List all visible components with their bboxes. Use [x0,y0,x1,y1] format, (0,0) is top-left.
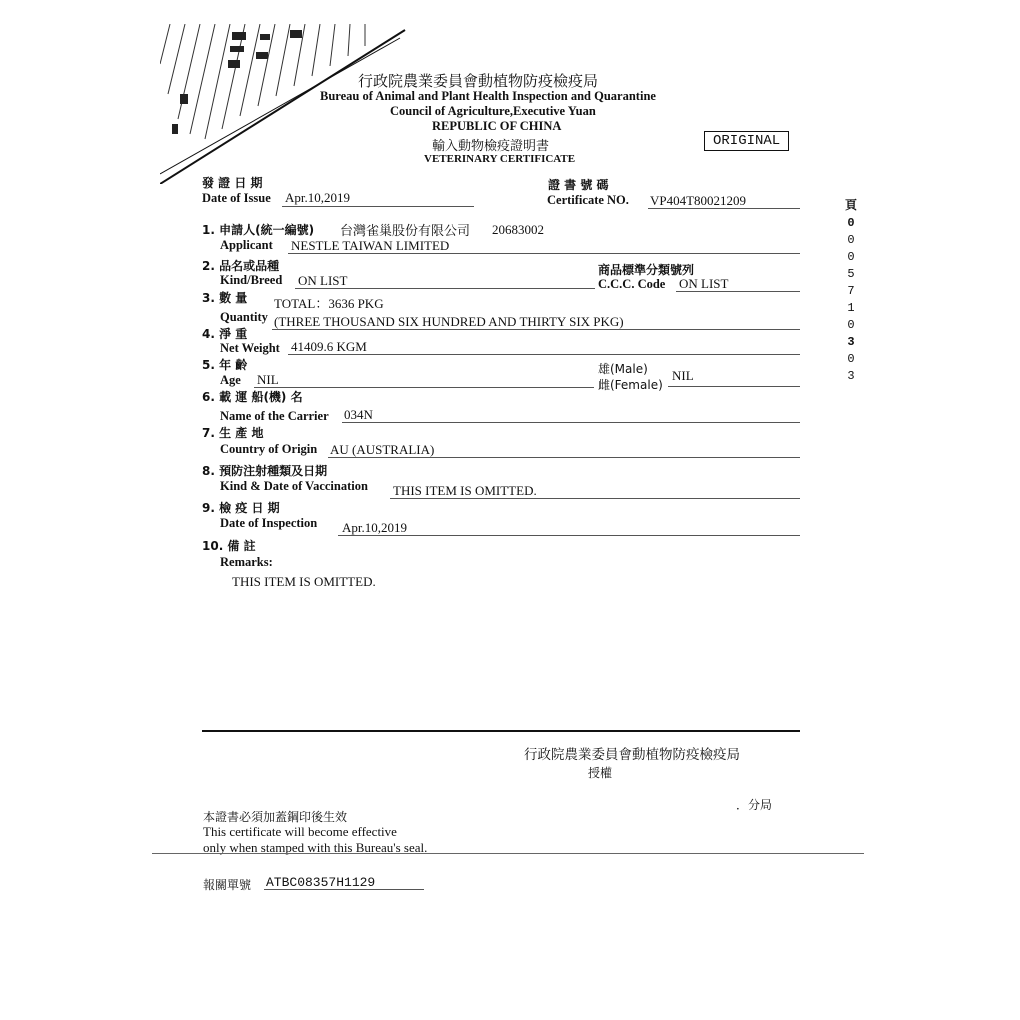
side-serial-char: 0 [847,233,855,247]
quantity-total: TOTAL：3636 PKG [274,296,384,311]
quantity-underline [272,329,800,330]
remarks-label: Remarks: [220,555,273,569]
seal-note-line-1: This certificate will become effective [203,824,397,839]
issue-date-label-zh: 發 證 日 期 [202,176,263,190]
ccc-label: C.C.C. Code [598,277,666,291]
side-serial-char: 0 [847,318,855,332]
bureau-name-zh: 行政院農業委員會動植物防疫檢疫局 [358,72,599,90]
certificate-number-label: Certificate NO. [547,193,629,207]
applicant-name: NESTLE TAIWAN LIMITED [291,238,450,253]
footer-rule [152,853,864,854]
remarks-value: THIS ITEM IS OMITTED. [232,574,376,589]
quantity-label: Quantity [220,310,268,324]
sex-underline [668,386,800,387]
side-serial-char: 頁 [844,199,857,213]
origin-value: AU (AUSTRALIA) [330,442,435,457]
side-serial-char: 7 [847,284,855,298]
applicant-id: 20683002 [492,222,544,237]
authority-name-zh: 行政院農業委員會動植物防疫檢疫局 [524,747,740,763]
vaccination-underline [390,498,800,499]
age-label-zh: 5. 年 齡 [202,358,248,372]
quantity-label-zh: 3. 數 量 [202,291,248,305]
age-underline [254,387,594,388]
issue-date-underline [282,206,474,207]
original-stamp: ORIGINAL [704,131,789,151]
certificate-title-zh: 輸入動物檢疫證明書 [432,139,550,154]
kind-value: ON LIST [298,273,348,288]
bureau-name-en: Bureau of Animal and Plant Health Inspection and Quarantine [320,89,656,103]
inspection-date-value: Apr.10,2019 [342,520,407,535]
applicant-label-zh: 1. 申請人(統一編號) [202,223,315,237]
inspection-date-label: Date of Inspection [220,516,318,530]
origin-label: Country of Origin [220,442,318,456]
male-label: 雄(Male) [598,362,648,376]
carrier-label: Name of the Carrier [220,409,329,423]
applicant-name-zh: 台灣雀巢股份有限公司 [340,224,471,239]
issue-date-value: Apr.10,2019 [285,190,350,205]
ccc-label-zh: 商品標準分類號列 [598,263,695,277]
certificate-title-en: VETERINARY CERTIFICATE [424,153,576,165]
carrier-label-zh: 6. 載 運 船(機) 名 [202,390,303,404]
net-weight-label-zh: 4. 淨 重 [202,327,248,341]
country-name: REPUBLIC OF CHINA [432,119,562,133]
side-serial-char: 0 [847,216,855,230]
seal-note-line-2: only when stamped with this Bureau's seal. [203,840,428,855]
authorized-label-zh: 授權 [588,766,613,780]
seal-note-zh: 本證書必須加蓋鋼印後生效 [203,810,348,824]
side-serial-char: 3 [847,369,855,383]
ccc-value: ON LIST [679,276,729,291]
corner-stamp-graphic [160,24,410,184]
net-weight-underline [288,354,800,355]
council-name: Council of Agriculture,Executive Yuan [390,104,596,118]
inspection-date-label-zh: 9. 檢 疫 日 期 [202,501,280,515]
origin-label-zh: 7. 生 產 地 [202,426,264,440]
kind-label: Kind/Breed [220,273,283,287]
certificate-number-label-zh: 證 書 號 碼 [548,178,609,192]
declaration-number-value: ATBC08357H1129 [266,875,376,890]
declaration-number-label-zh: 報關單號 [203,878,252,892]
side-serial-number [843,198,859,385]
declaration-number-underline [264,889,424,890]
female-label: 雌(Female) [598,378,663,392]
net-weight-value: 41409.6 KGM [291,339,367,354]
signature-divider [202,730,800,732]
age-value: NIL [257,372,279,387]
carrier-value: 034N [344,407,373,422]
ccc-underline [676,291,800,292]
quantity-value: (THREE THOUSAND SIX HUNDRED AND THIRTY SIX PKG) [274,314,624,329]
side-serial-char: 5 [847,267,855,281]
branch-label-zh: ．分局 [736,798,773,812]
remarks-label-zh: 10. 備 註 [202,539,256,553]
sex-value: NIL [672,368,694,383]
inspection-date-underline [338,535,800,536]
applicant-label: Applicant [220,238,273,252]
vaccination-label: Kind & Date of Vaccination [220,479,368,493]
certificate-number-value: VP404T80021209 [650,193,747,208]
side-serial-column [843,198,859,385]
certificate-number-underline [648,208,800,209]
vaccination-value: THIS ITEM IS OMITTED. [393,483,537,498]
kind-underline [295,288,595,289]
origin-underline [328,457,800,458]
side-serial-char: 0 [847,250,855,264]
side-serial-char: 0 [847,352,855,366]
side-serial-char: 3 [847,335,855,349]
applicant-underline [288,253,800,254]
carrier-underline [342,422,800,423]
side-serial-char: 1 [847,301,855,315]
kind-label-zh: 2. 品名或品種 [202,259,280,273]
net-weight-label: Net Weight [220,341,280,355]
age-label: Age [220,373,241,387]
issue-date-label: Date of Issue [202,191,271,205]
vaccination-label-zh: 8. 預防注射種類及日期 [202,464,328,478]
